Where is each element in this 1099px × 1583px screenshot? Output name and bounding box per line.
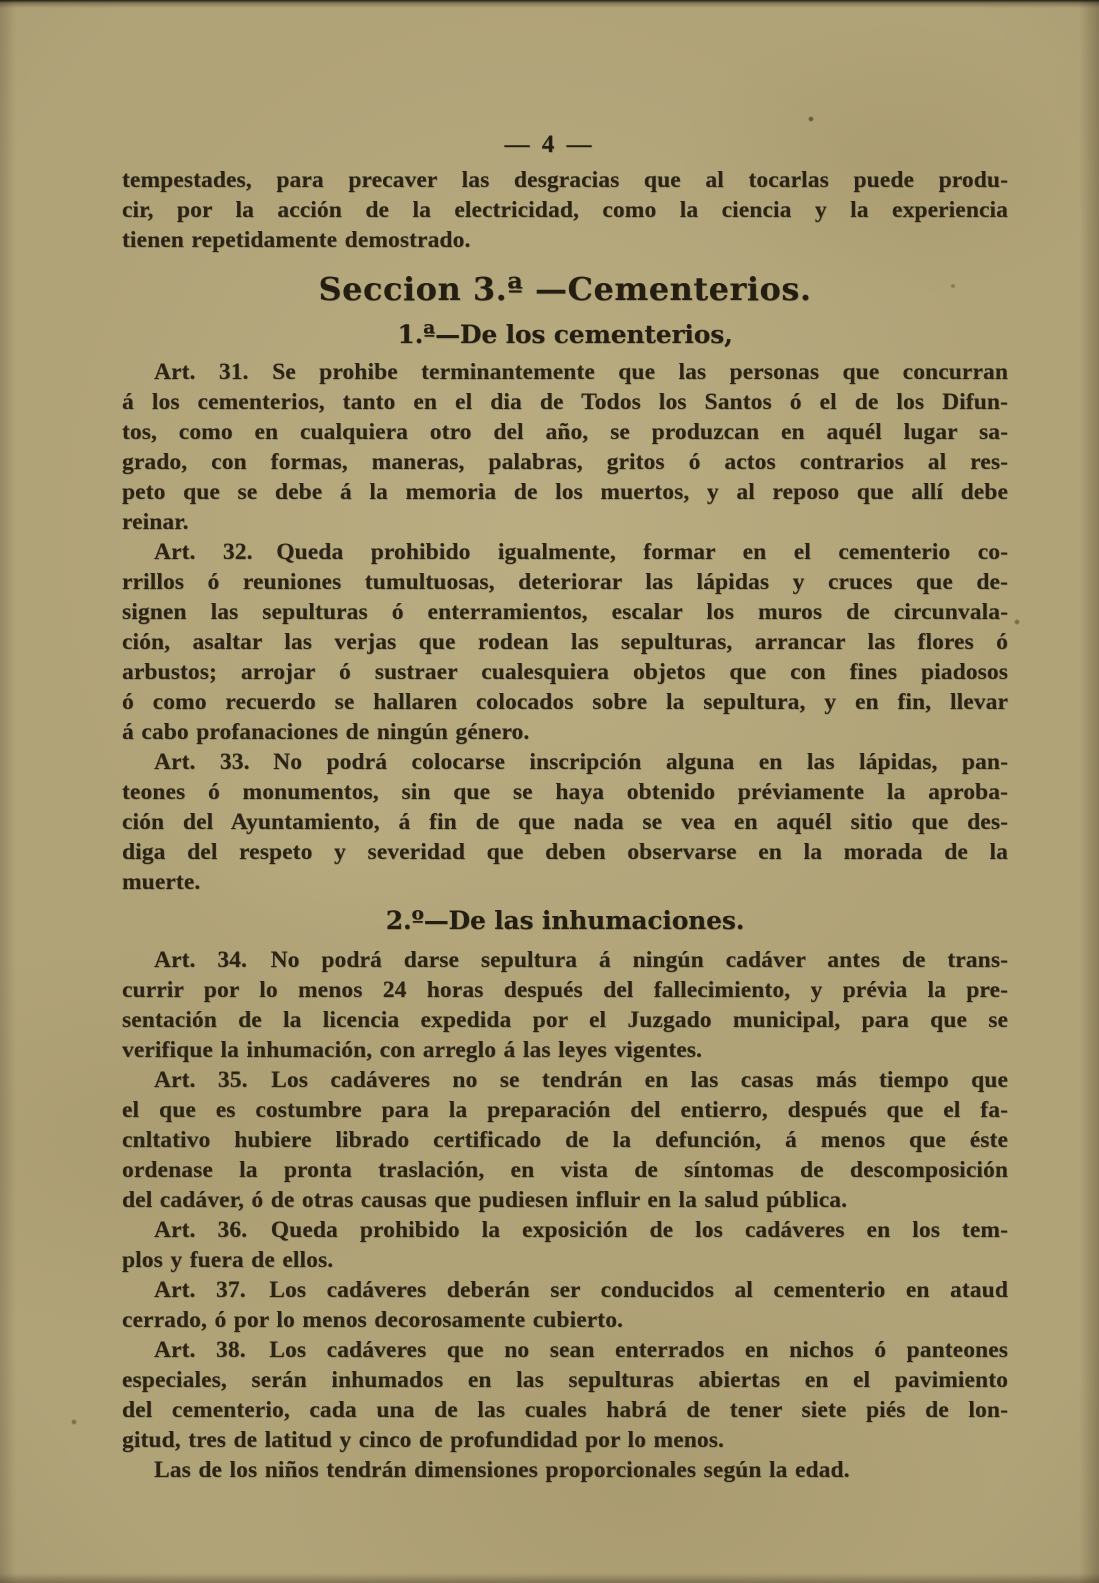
text-line: cerrado, ó por lo menos decorosamente cubierto. xyxy=(122,1307,624,1333)
article-31 xyxy=(122,357,1008,537)
text-line: Art. 38. Los cadáveres que no sean enterrados en nichos ó panteones xyxy=(154,1337,1008,1363)
text-line: ó como recuerdo se hallaren colocados sobre la sepultura, y en fin, llevar xyxy=(122,689,1008,715)
subsection-2-heading: 2.º—De las inhumaciones. xyxy=(385,906,745,935)
text-line: del cadáver, ó de otras causas que pudiesen influir en la salud pública. xyxy=(122,1187,848,1213)
text-line: signen las sepulturas ó enterramientos, escalar los muros de circunvala- xyxy=(122,599,1008,625)
text-line: Art. 34. No podrá darse sepultura á ningún cadáver antes de trans- xyxy=(154,947,1008,973)
text-line: reinar. xyxy=(122,509,189,535)
page-text-column xyxy=(122,165,1008,1485)
text-line: arbustos; arrojar ó sustraer cualesquiera objetos que con fines piadosos xyxy=(122,659,1008,685)
text-line: cnltativo hubiere librado certificado de la defunción, á menos que éste xyxy=(122,1127,1008,1153)
subsection-1-heading: 1.ª—De los cementerios, xyxy=(397,320,733,349)
text-line: rrillos ó reuniones tumultuosas, deteriorar las lápidas y cruces que de- xyxy=(122,569,1008,595)
text-line: Art. 36. Queda prohibido la exposición de los cadáveres en los tem- xyxy=(154,1217,1008,1243)
text-line: grado, con formas, maneras, palabras, gritos ó actos contrarios al res- xyxy=(122,449,1008,475)
text-line: Las de los niños tendrán dimensiones proporcionales según la edad. xyxy=(154,1457,850,1483)
text-line: cir, por la acción de la electricidad, como la ciencia y la experiencia xyxy=(122,197,1008,223)
text-line: Art. 37. Los cadáveres deberán ser conducidos al cementerio en ataud xyxy=(154,1277,1008,1303)
text-line: ción, asaltar las verjas que rodean las sepulturas, arrancar las flores ó xyxy=(122,629,1008,655)
text-line: Art. 35. Los cadáveres no se tendrán en las casas más tiempo que xyxy=(154,1067,1008,1093)
paragraph-children-dimensions xyxy=(122,1455,1008,1485)
text-line: currir por lo menos 24 horas después del fallecimiento, y prévia la pre- xyxy=(122,977,1008,1003)
text-line: sentación de la licencia expedida por el Juzgado municipal, para que se xyxy=(122,1007,1008,1033)
text-line: verifique la inhumación, con arreglo á las leyes vigentes. xyxy=(122,1037,703,1063)
article-32 xyxy=(122,537,1008,747)
article-37 xyxy=(122,1275,1008,1335)
text-line: Art. 33. No podrá colocarse inscripción alguna en las lápidas, pan- xyxy=(154,749,1008,775)
text-line: especiales, serán inhumados en las sepulturas abiertas en el pavimiento xyxy=(122,1367,1008,1393)
text-line: peto que se debe á la memoria de los muertos, y al reposo que allí debe xyxy=(122,479,1008,505)
section-3-heading: Seccion 3.ª —Cementerios. xyxy=(318,270,812,308)
text-line: diga del respeto y severidad que deben observarse en la morada de la xyxy=(122,839,1008,865)
text-line: gitud, tres de latitud y cinco de profundidad por lo menos. xyxy=(122,1427,724,1453)
text-line: ordenase la pronta traslación, en vista de síntomas de descomposición xyxy=(122,1157,1008,1183)
text-line: ción del Ayuntamiento, á fin de que nada se vea en aquél sitio que des- xyxy=(122,809,1008,835)
text-line: Art. 31. Se prohibe terminantemente que las personas que concurran xyxy=(154,359,1008,385)
text-line: muerte. xyxy=(122,869,201,895)
text-line: el que es costumbre para la preparación del entierro, después que el fa- xyxy=(122,1097,1008,1123)
text-line: teones ó monumentos, sin que se haya obtenido préviamente la aproba- xyxy=(122,779,1008,805)
article-38 xyxy=(122,1335,1008,1455)
text-line: del cementerio, cada una de las cuales habrá de tener siete piés de lon- xyxy=(122,1397,1008,1423)
article-35 xyxy=(122,1065,1008,1215)
text-line: plos y fuera de ellos. xyxy=(122,1247,334,1273)
text-line: á cabo profanaciones de ningún género. xyxy=(122,719,530,745)
article-36 xyxy=(122,1215,1008,1275)
article-33 xyxy=(122,747,1008,897)
text-line: tienen repetidamente demostrado. xyxy=(122,227,471,253)
paragraph-intro-continuation xyxy=(122,165,1008,255)
text-line: Art. 32. Queda prohibido igualmente, formar en el cementerio co- xyxy=(154,539,1008,565)
text-line: tos, como en cualquiera otro del año, se produzcan en aquél lugar sa- xyxy=(122,419,1008,445)
page-number: — 4 — xyxy=(504,131,595,158)
text-line: tempestades, para precaver las desgracias que al tocarlas puede produ- xyxy=(122,167,1008,193)
text-line: á los cementerios, tanto en el dia de Todos los Santos ó el de los Difun- xyxy=(122,389,1008,415)
article-34 xyxy=(122,945,1008,1065)
